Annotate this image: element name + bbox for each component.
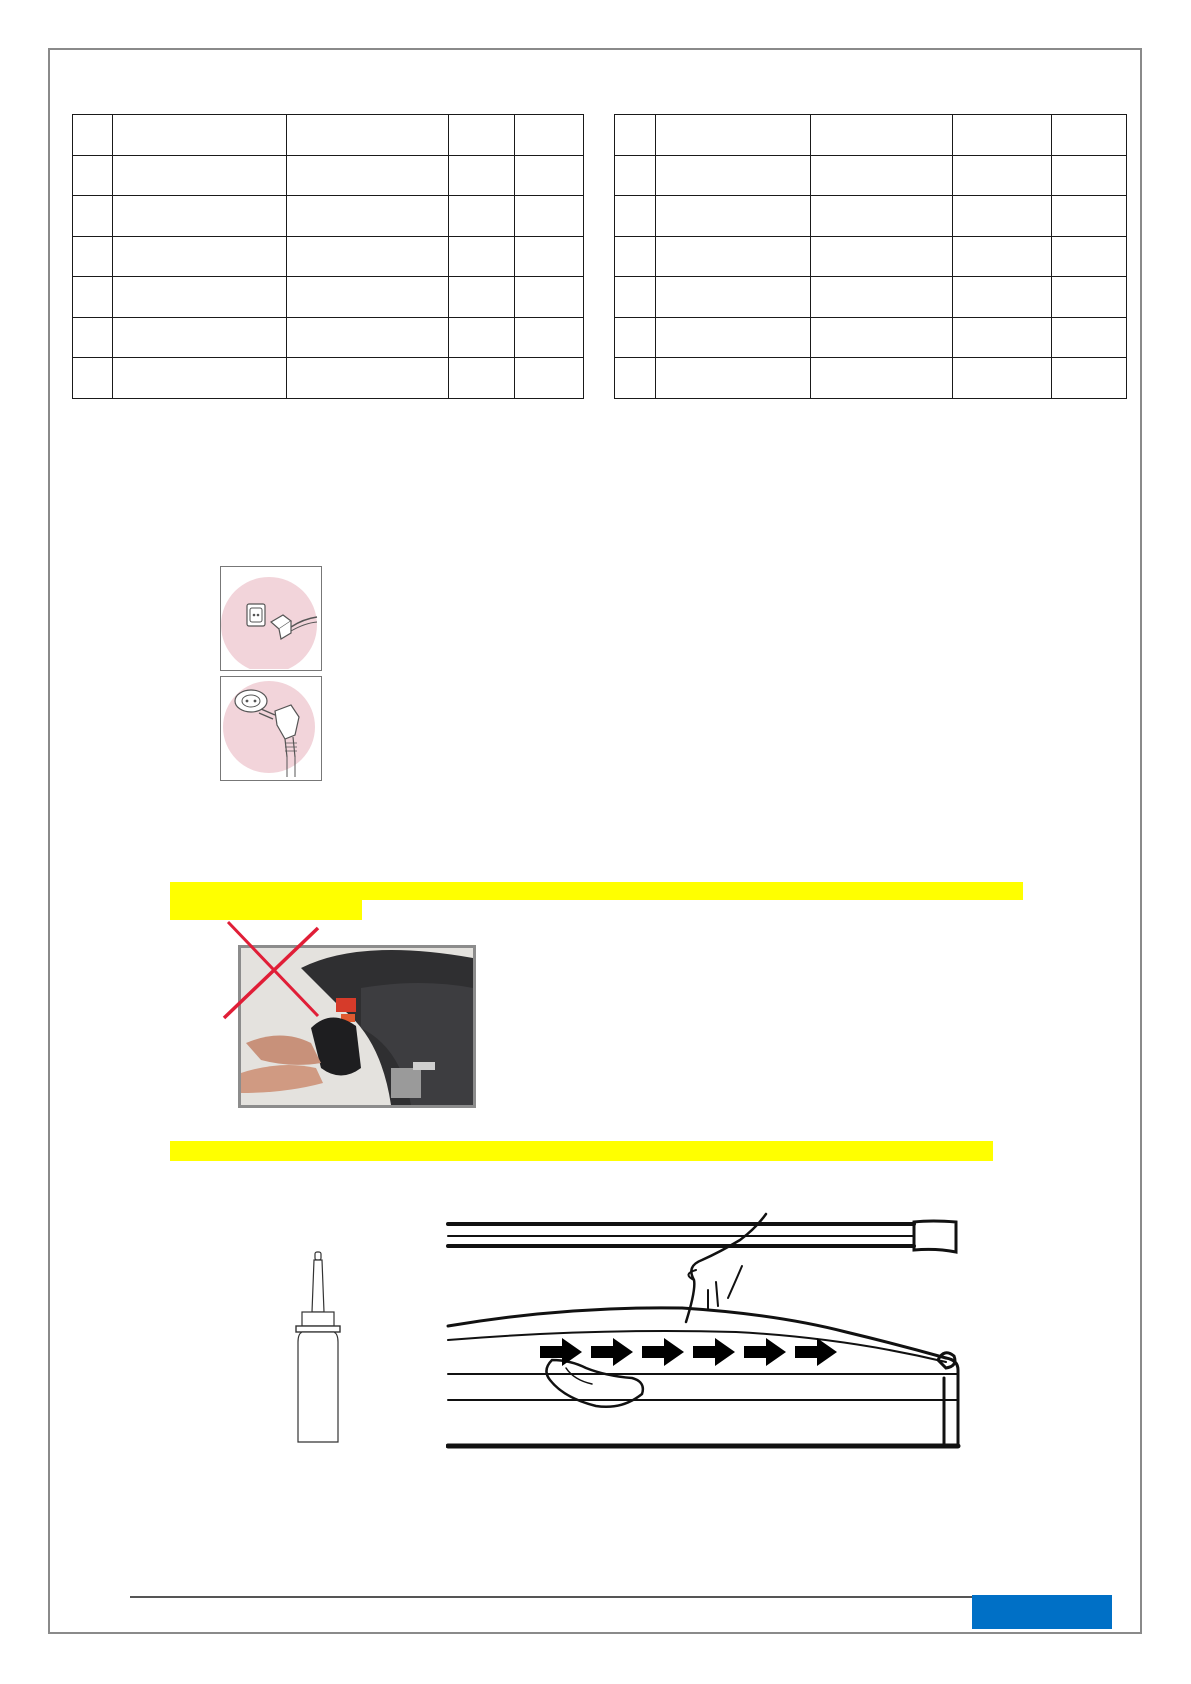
highlight-bar-1-tail [170,900,362,920]
table-row [73,155,584,196]
table-row [615,196,1127,237]
table-row [615,358,1127,399]
eu-socket-plug-icon [220,676,322,781]
table-row [73,358,584,399]
us-wall-outlet-plug-icon [220,566,322,671]
highlight-bar-2 [170,1141,993,1161]
footer-rule [130,1596,1110,1598]
table-row [73,277,584,318]
table-row [615,277,1127,318]
belt-lubrication-illustration [446,1210,962,1458]
table-row [615,317,1127,358]
arrow-right-icon [540,1338,837,1366]
parts-table-left [72,114,584,399]
table-row [615,236,1127,277]
lubricant-bottle-icon [288,1250,348,1448]
table-row [73,196,584,237]
parts-table-right [614,114,1127,399]
red-cross-warning-icon [220,918,324,1022]
table-row [73,317,584,358]
highlight-bar-1 [170,882,1023,900]
table-row [73,115,584,156]
footer-page-tab [972,1595,1112,1629]
table-row [73,236,584,277]
table-row [615,155,1127,196]
table-row [615,115,1127,156]
